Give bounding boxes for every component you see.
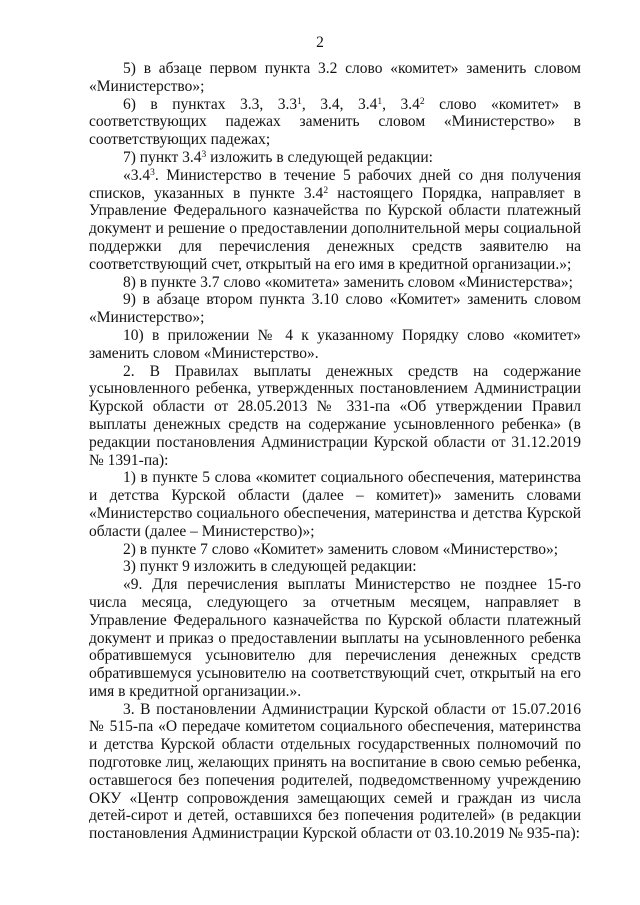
document-body	[89, 60, 581, 843]
text-segment: «3.4	[123, 166, 151, 184]
paragraph-punkt-3-7: 8) в пункте 3.7 слово «комитета» заменить словом «Министерства»;	[123, 273, 573, 291]
text-segment: , 3.4, 3.4	[301, 95, 378, 113]
superscript-index: 1	[297, 96, 302, 107]
text-segment: . Министерство в течение 5 рабочих дней со дня получения списков, указанных в пункте 3.4	[89, 166, 581, 202]
text-segment: 7) пункт 3.4	[123, 148, 202, 166]
paragraph-section-3: 3. В постановлении Администрации Курской области от 15.07.2016 № 515-па «О передаче комитетом социального обеспечения, материнства и детства Курской области отдельных государственных полномочий по подготовке лиц, желающих принять на воспитание в свою семью ребенка, оставшегося без попечения родителей, подведомственному учреждению ОКУ «Центр сопровождения замещающих семей и граждан из числа детей-сирот и детей, оставшихся без попечения родителей» (в редакции постановления Администрации Курской области от 03.10.2019 № 935-па):	[89, 700, 581, 843]
paragraph-punkty-3-3-3-4	[89, 96, 581, 149]
paragraph-punkt-7: 2) в пункте 7 слово «Комитет» заменить словом «Министерство»;	[123, 540, 559, 558]
paragraph-punkt-9: 3) пункт 9 изложить в следующей редакции:	[123, 558, 417, 576]
text-segment: настоящего Порядка, направляет в Управление Федерального казначейства по Курской области платежный документ и решение о предоставлении дополнительной меры социальной поддержки для перечисления денежных средств заявителю на соответствующий счет, открытый на его имя в кредитной организации.»;	[89, 184, 581, 273]
superscript-index: 2	[419, 96, 425, 107]
text-segment: , 3.4	[382, 95, 420, 113]
text-segment: 6) в пунктах 3.3, 3.3	[123, 95, 298, 113]
superscript-index: 3	[201, 149, 207, 160]
superscript-index: 1	[377, 96, 383, 107]
paragraph-quoted-3-4-3	[89, 167, 581, 274]
paragraph-quoted-punkt-9: «9. Для перечисления выплаты Министерство не позднее 15-го числа месяца, следующего за отчетным месяцем, направляет в Управление Федерального казначейства по Курской области платежный документ и приказ о предоставлении выплаты на усыновленного ребенка обратившемуся усыновителю для перечисления денежных средств обратившемуся усыновителю на соответствующий счет, открытый на его имя в кредитной организации.».	[89, 576, 581, 700]
paragraph-section-2: 2. В Правилах выплаты денежных средств на содержание усыновленного ребенка, утвержденных постановлением Администрации Курской области от 28.05.2013 № 331-па «Об утверждении Правил выплаты денежных средств на содержание усыновленного ребенка» (в редакции постановления Администрации Курской области от 31.12.2019 № 1391-па):	[89, 362, 581, 469]
text-segment: изложить в следующей редакции:	[206, 148, 433, 166]
paragraph-prilozhenie-4: 10) в приложении № 4 к указанному Порядку слово «комитет» заменить словом «Министерство».	[89, 326, 581, 362]
paragraph-punkt-5: 1) в пункте 5 слова «комитет социального обеспечения, материнства и детства Курской области (далее – комитет)» заменить словами «Министерство социального обеспечения, материнства и детства Курской области (далее – Министерство)»;	[89, 469, 581, 540]
paragraph-punkt-3-4-3	[89, 149, 581, 167]
paragraph-abzac-3-2: 5) в абзаце первом пункта 3.2 слово «комитет» заменить словом «Министерство»;	[89, 60, 581, 95]
superscript-index: 3	[150, 167, 155, 178]
superscript-index: 2	[323, 185, 329, 196]
text-segment: слово «комитет» в соответствующих падежах заменить словом «Министерство» в соответствующих падежах;	[89, 95, 581, 149]
paragraph-punkt-3-10: 9) в абзаце втором пункта 3.10 слово «Комитет» заменить словом «Министерство»;	[89, 291, 581, 327]
page-number: 2	[316, 34, 324, 51]
